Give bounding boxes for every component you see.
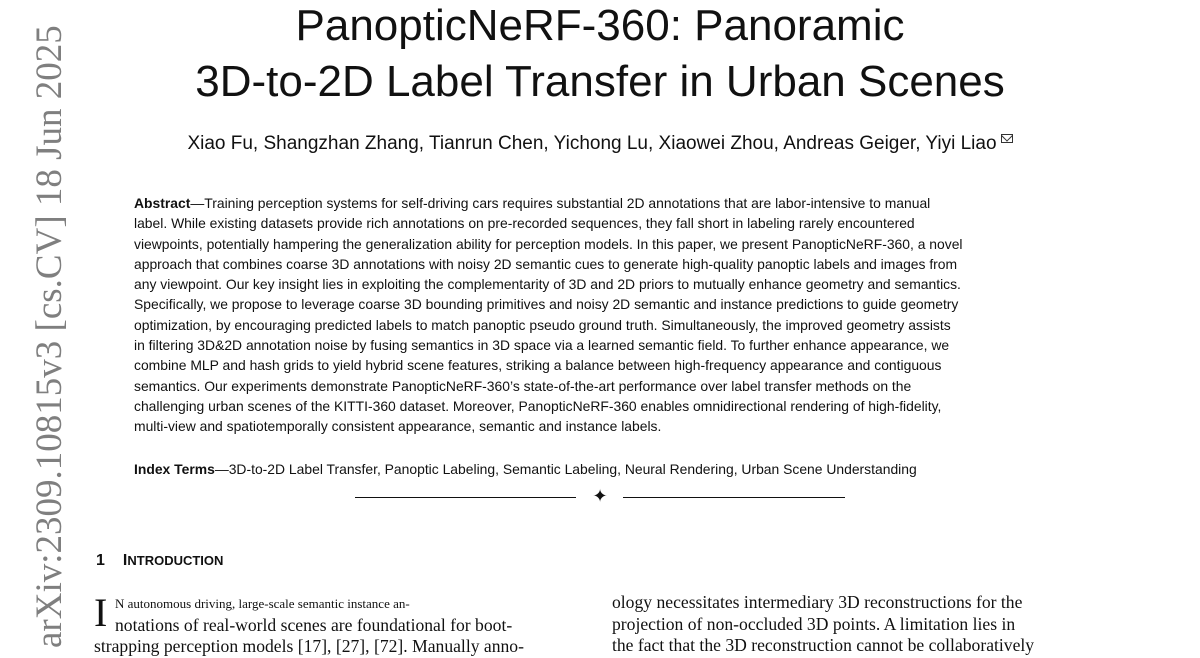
body-line: ology necessitates intermediary 3D reconstructions for the bbox=[612, 592, 1023, 612]
arxiv-identifier-stamp: arXiv:2309.10815v3 [cs.CV] 18 Jun 2025 bbox=[29, 25, 70, 648]
abstract-line: semantics. Our experiments demonstrate PanopticNeRF-360’s state-of-the-art performance over label transfer methods on the bbox=[134, 377, 912, 394]
drop-cap: I bbox=[94, 590, 108, 635]
abstract-line: approach that combines coarse 3D annotations with noisy 2D semantic cues to generate high-quality panoptic labels and images from bbox=[134, 255, 958, 272]
abstract-line: combine MLP and hash grids to yield hybrid scene features, striking a balance between high-frequency appearance and contiguous bbox=[134, 357, 942, 374]
section-title-initial: I bbox=[122, 552, 128, 569]
divider-star-icon: ✦ bbox=[592, 486, 608, 507]
abstract-text: —Training perception systems for self-driving cars requires substantial 2D annotations that are labor-intensive to manual bbox=[190, 195, 931, 211]
abstract-line: optimization, by encouraging predicted labels to match panoptic pseudo ground truth. Simultaneously, the improved geometry assists bbox=[134, 316, 951, 333]
title-line-1: PanopticNeRF-360: Panoramic bbox=[295, 1, 905, 50]
author-list bbox=[0, 132, 1200, 156]
abstract-line: viewpoints, potentially hampering the generalization ability for perception models. In this paper, we present PanopticNeRF-360, a novel bbox=[134, 235, 963, 252]
section-heading bbox=[96, 551, 223, 571]
abstract-line: challenging urban scenes of the KITTI-360 dataset. Moreover, PanopticNeRF-360 enables omnidirectional rendering of high-fidelity, bbox=[134, 397, 942, 414]
title-line-2: 3D-to-2D Label Transfer in Urban Scenes bbox=[195, 57, 1005, 106]
body-line: strapping perception models [17], [27], [72]. Manually anno- bbox=[94, 636, 524, 656]
abstract-line bbox=[134, 193, 1074, 213]
abstract-line: multi-view and spatiotemporally consistent appearance, semantic and instance labels. bbox=[134, 418, 662, 435]
abstract bbox=[134, 193, 1074, 437]
body-line: projection of non-occluded 3D points. A limitation lies in bbox=[612, 613, 1016, 634]
abstract-line: in filtering 3D&2D annotation noise by fusing semantics in 3D space via a learned semantic field. To further enhance appearance, we bbox=[134, 337, 950, 354]
index-terms-label: Index Terms bbox=[134, 461, 215, 477]
abstract-line: label. While existing datasets provide rich annotations on pre-recorded sequences, they fall short in labeling rarely encountered bbox=[134, 215, 915, 232]
index-terms bbox=[134, 459, 1074, 479]
section-number: 1 bbox=[96, 552, 105, 569]
envelope-icon[interactable] bbox=[1001, 134, 1013, 143]
abstract-line: any viewpoint. Our key insight lies in exploiting the complementarity of 3D and 2D priors to mutually enhance geometry and semantics. bbox=[134, 276, 961, 293]
authors-text: Xiao Fu, Shangzhan Zhang, Tianrun Chen, Yichong Lu, Xiaowei Zhou, Andreas Geiger, Yiyi Liao bbox=[187, 133, 997, 154]
body-column-right bbox=[612, 592, 1108, 657]
index-terms-text: —3D-to-2D Label Transfer, Panoptic Labeling, Semantic Labeling, Neural Rendering, Urban Scene Understanding bbox=[214, 461, 917, 477]
abstract-line: Specifically, we propose to leverage coarse 3D bounding primitives and noisy 2D semantic and instance predictions to guide geometry bbox=[134, 296, 959, 313]
body-line-text: N autonomous driving, large-scale semantic instance an- bbox=[115, 596, 410, 611]
body-line: notations of real-world scenes are foundational for boot- bbox=[115, 614, 513, 635]
body-line bbox=[94, 592, 588, 615]
section-title-rest: NTRODUCTION bbox=[127, 553, 224, 568]
body-line: the fact that the 3D reconstruction cannot be collaboratively bbox=[612, 635, 1035, 655]
divider-line-left bbox=[355, 497, 576, 498]
abstract-label: Abstract bbox=[134, 195, 191, 211]
divider-line-right bbox=[623, 497, 845, 498]
